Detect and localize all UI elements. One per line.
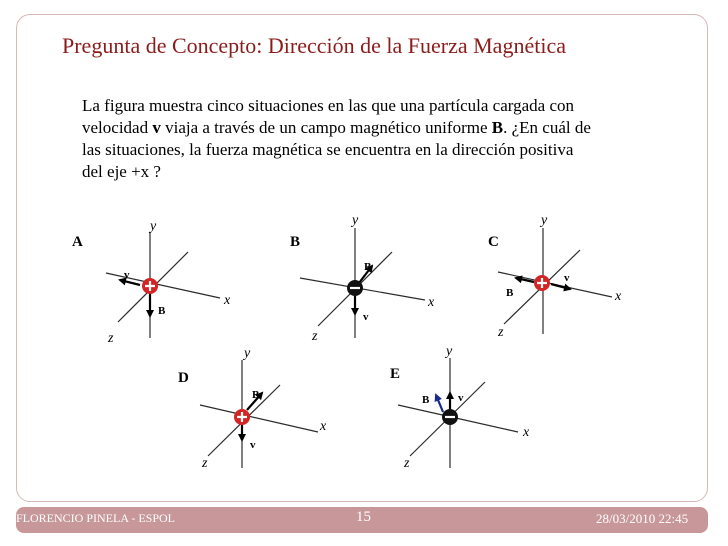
z-axis-label: z [312, 329, 318, 344]
velocity-vector [551, 284, 570, 289]
panel-c-label: C [488, 234, 499, 250]
y-axis-label: y [352, 213, 359, 228]
question-line-1: La figura muestra cinco situaciones en las que una partícula cargada con [82, 96, 575, 115]
panel-d [178, 346, 327, 471]
panel-a-label: A [72, 234, 83, 250]
panel-e-label: E [390, 366, 401, 382]
field-label: B [506, 287, 514, 299]
velocity-symbol: v [152, 118, 161, 137]
velocity-vector [120, 280, 140, 285]
z-axis-label: z [202, 456, 208, 471]
footer-date: 28/03/2010 22:45 [596, 511, 689, 526]
velocity-label: v [564, 272, 570, 284]
panel-d-label: D [178, 370, 189, 386]
x-axis-label: x [428, 295, 435, 310]
velocity-label: v [363, 311, 369, 323]
panel-b [290, 213, 435, 344]
field-label: B [158, 305, 166, 317]
y-axis-label: y [446, 344, 453, 359]
field-label: B [422, 394, 430, 406]
question-line-2: velocidad v viaja a través de un campo magnético uniforme B. ¿En cuál de [82, 118, 591, 137]
panel-b-label: B [290, 234, 301, 250]
page-number: 15 [356, 509, 371, 525]
panel-e [390, 344, 530, 471]
field-label: B [364, 261, 372, 273]
question-line-3: las situaciones, la fuerza magnética se encuentra en la dirección positiva [82, 140, 574, 159]
velocity-label: v [458, 392, 464, 404]
field-vector [436, 395, 443, 412]
field-vector [516, 278, 534, 282]
x-axis-label: x [320, 419, 327, 434]
velocity-label: v [124, 269, 130, 281]
z-axis-label: z [498, 325, 504, 340]
y-axis-label: y [244, 346, 251, 361]
slide-title: Pregunta de Concepto: Dirección de la Fuerza Magnética [62, 33, 566, 58]
field-symbol: B [491, 118, 504, 137]
z-axis-label: z [404, 456, 410, 471]
panel-c [488, 213, 622, 340]
z-axis-label: z [108, 331, 114, 346]
velocity-label: v [250, 439, 256, 451]
panel-a [72, 219, 231, 346]
y-axis-label: y [541, 213, 548, 228]
y-axis-label: y [150, 219, 157, 234]
question-line-4: del eje +x ? [82, 162, 161, 181]
x-axis-label: x [523, 425, 530, 440]
x-axis-label: x [224, 293, 231, 308]
x-axis [200, 405, 318, 432]
footer-author: FLORENCIO PINELA - ESPOL [16, 511, 176, 525]
field-label: B [252, 389, 260, 401]
x-axis-label: x [615, 289, 622, 304]
